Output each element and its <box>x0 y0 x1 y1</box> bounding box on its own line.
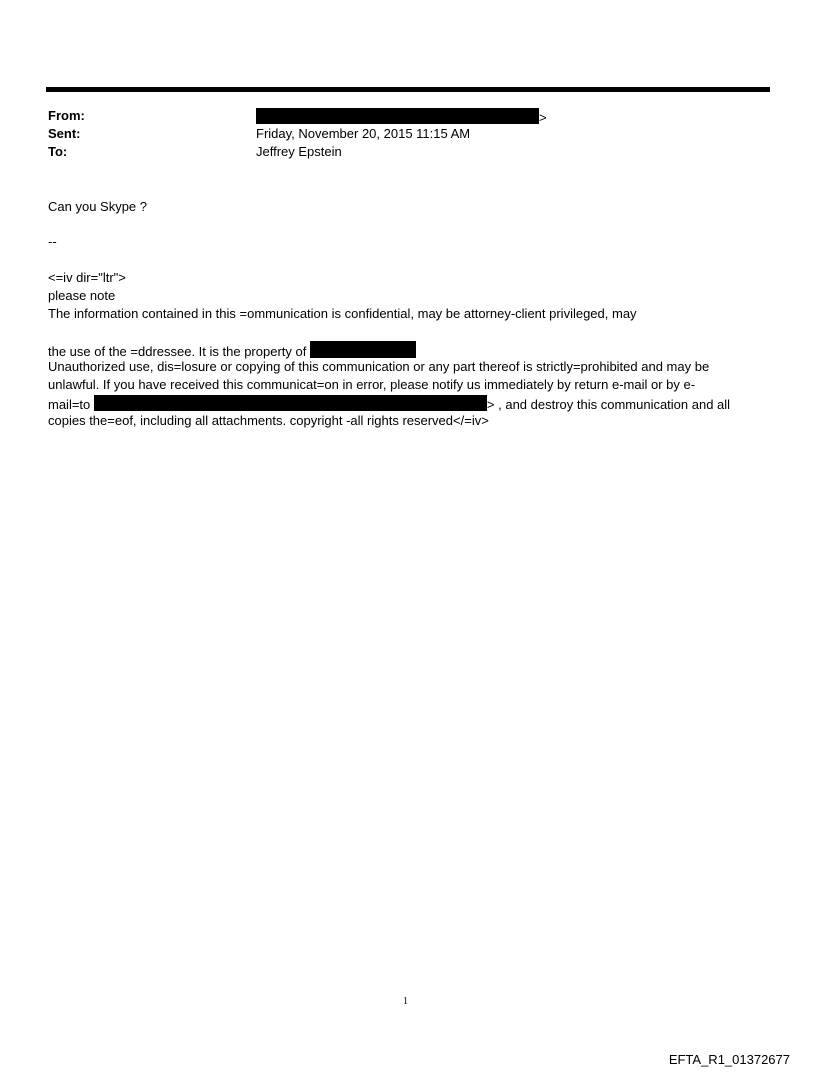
bates-number: EFTA_R1_01372677 <box>668 1052 790 1067</box>
body-line-8: unlawful. If you have received this communicat=on in error, please notify us immediately by return e-mail or by e- <box>48 377 696 392</box>
redaction-from <box>256 108 539 124</box>
sent-value: Friday, November 20, 2015 11:15 AM <box>256 126 471 141</box>
body-line-9-prefix: mail=to <box>48 397 91 412</box>
body-line-3: <=iv dir="ltr"> <box>48 270 126 285</box>
to-value: Jeffrey Epstein <box>256 144 342 159</box>
sent-label: Sent: <box>48 126 81 141</box>
from-value <box>256 108 547 125</box>
redaction-property <box>310 341 416 358</box>
body-line-5: The information contained in this =ommunication is confidential, may be attorney-client privileged, may <box>48 306 637 321</box>
body-line-9-suffix: > , and destroy this communication and all <box>486 397 731 412</box>
body-line-10: copies the=eof, including all attachments. copyright -all rights reserved</=iv> <box>48 413 489 428</box>
header-rule <box>46 87 770 92</box>
to-label: To: <box>48 144 68 159</box>
body-line-7: Unauthorized use, dis=losure or copying of this communication or any part thereof is strictly=prohibited and may be <box>48 359 710 374</box>
body-line-6-text: the use of the =ddressee. It is the property of <box>48 344 307 359</box>
body-line-9 <box>48 395 730 412</box>
from-suffix: > <box>539 110 547 125</box>
body-line-2: -- <box>48 234 57 249</box>
body-line-6 <box>48 341 416 359</box>
body-line-4: please note <box>48 288 116 303</box>
body-line-1: Can you Skype ? <box>48 199 148 214</box>
from-label: From: <box>48 108 85 123</box>
page-number: 1 <box>403 996 408 1007</box>
redaction-email <box>94 395 487 411</box>
